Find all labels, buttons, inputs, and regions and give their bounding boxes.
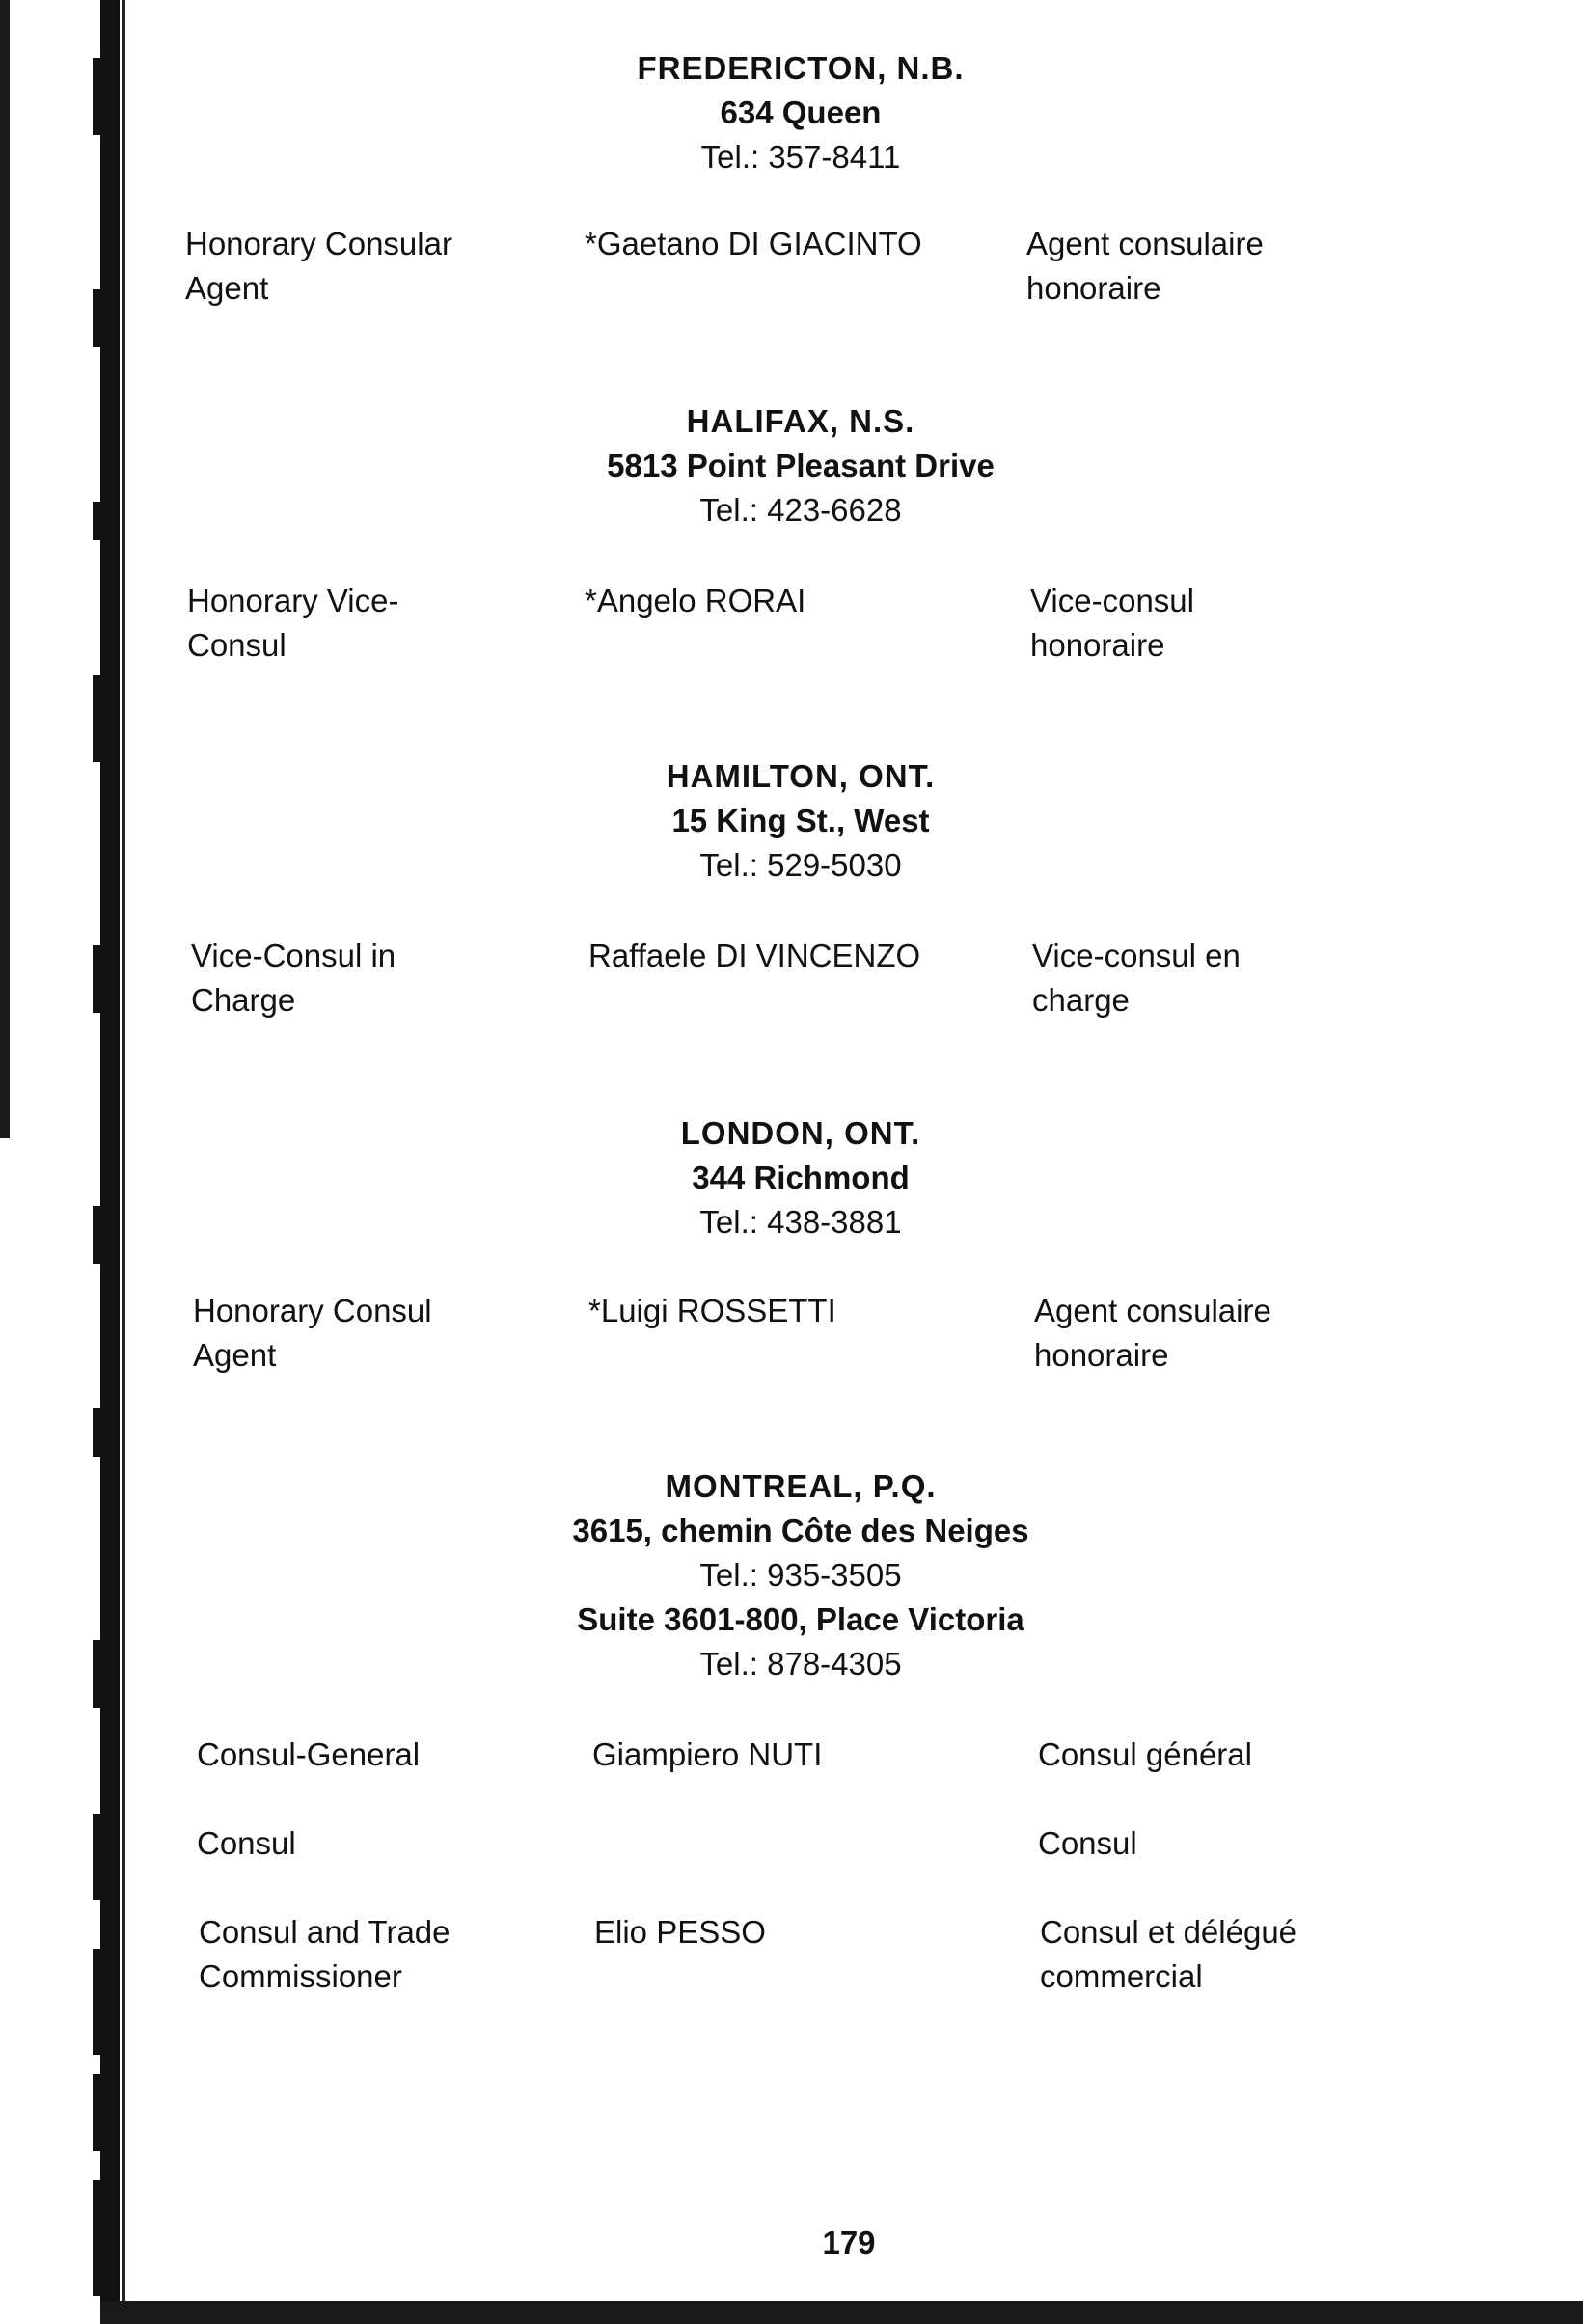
location-telephone-secondary: Tel.: 878-4305 — [699, 1646, 902, 1681]
location-header-london — [367, 1111, 1235, 1244]
title-english: Vice-Consul in Charge — [191, 938, 396, 1018]
staff-name: *Gaetano DI GIACINTO — [585, 226, 922, 261]
staff-name: Giampiero NUTI — [592, 1736, 823, 1772]
location-address: 5813 Point Pleasant Drive — [607, 448, 995, 483]
location-header-halifax — [367, 399, 1235, 533]
binding-mark — [93, 289, 100, 347]
page-spine-inner — [122, 0, 125, 2324]
binding-mark — [93, 1814, 100, 1900]
title-english: Consul-General — [197, 1736, 421, 1772]
staff-name: Elio PESSO — [594, 1914, 766, 1950]
location-telephone: Tel.: 357-8411 — [700, 139, 901, 175]
binding-mark — [93, 1640, 100, 1708]
binding-mark — [93, 502, 100, 540]
title-french: Vice-consul honoraire — [1030, 583, 1194, 663]
location-address: 15 King St., West — [671, 803, 930, 838]
page-number: 179 — [822, 2225, 876, 2260]
location-address-secondary: Suite 3601-800, Place Victoria — [577, 1601, 1024, 1637]
binding-mark — [93, 58, 100, 135]
document-page — [135, 0, 1583, 2301]
staff-name: *Angelo RORAI — [585, 583, 806, 618]
location-address: 3615, chemin Côte des Neiges — [572, 1513, 1029, 1548]
location-telephone: Tel.: 438-3881 — [699, 1204, 902, 1240]
binding-edge — [0, 0, 10, 1138]
location-address: 344 Richmond — [692, 1160, 910, 1195]
page-spine — [100, 0, 120, 2324]
location-header-hamilton — [367, 754, 1235, 888]
title-english: Honorary Vice-Consul — [187, 583, 399, 663]
binding-mark — [93, 2180, 100, 2296]
location-header-montreal — [367, 1464, 1235, 1686]
location-telephone: Tel.: 935-3505 — [699, 1557, 902, 1593]
location-city: LONDON, ONT. — [680, 1115, 921, 1151]
title-english: Consul — [197, 1825, 296, 1861]
binding-mark — [93, 945, 100, 1013]
location-telephone: Tel.: 423-6628 — [699, 492, 902, 528]
location-telephone: Tel.: 529-5030 — [699, 847, 902, 883]
binding-mark — [93, 1206, 100, 1264]
location-city: MONTREAL, P.Q. — [665, 1468, 937, 1504]
location-city: HALIFAX, N.S. — [686, 403, 915, 439]
binding-mark — [93, 1949, 100, 2055]
page-bottom-edge — [100, 2301, 1583, 2324]
title-french: Consul — [1038, 1825, 1137, 1861]
location-city: HAMILTON, ONT. — [666, 758, 936, 794]
title-english: Honorary Consular Agent — [185, 226, 452, 306]
binding-mark — [93, 1408, 100, 1457]
location-city: FREDERICTON, N.B. — [637, 50, 965, 86]
staff-name: Raffaele DI VINCENZO — [588, 938, 921, 973]
title-french: Consul et délégué commercial — [1040, 1914, 1297, 1994]
title-english: Honorary Consul Agent — [193, 1293, 432, 1373]
title-french: Consul général — [1038, 1736, 1252, 1772]
title-french: Vice-consul en charge — [1032, 938, 1241, 1018]
title-english: Consul and Trade Commissioner — [199, 1914, 450, 1994]
binding-mark — [93, 2074, 100, 2151]
location-address: 634 Queen — [720, 95, 882, 130]
binding-mark — [93, 675, 100, 762]
staff-name: *Luigi ROSSETTI — [588, 1293, 836, 1328]
title-french: Agent consulaire honoraire — [1034, 1293, 1271, 1373]
location-header-fredericton — [367, 46, 1235, 179]
title-french: Agent consulaire honoraire — [1026, 226, 1264, 306]
